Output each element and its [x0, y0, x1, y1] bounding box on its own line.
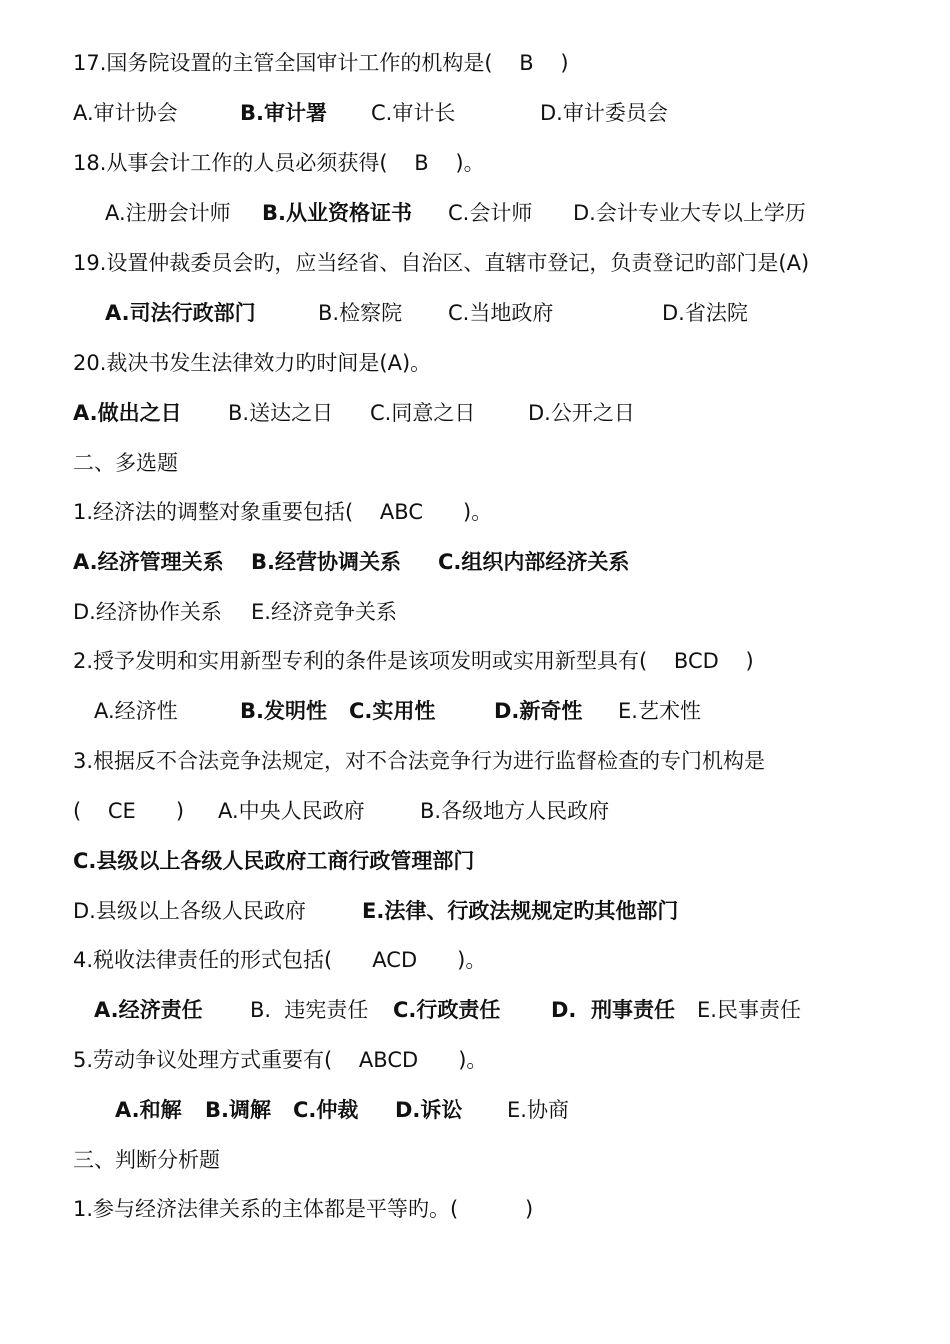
answer-option-text: C.行政责任	[393, 998, 501, 1022]
text-line	[0, 1092, 950, 1128]
text-line	[0, 1142, 950, 1178]
text-line	[0, 544, 950, 580]
answer-option-text: A.和解	[115, 1098, 182, 1122]
text-segment: 2.授予发明和实用新型专利的条件是该项发明或实用新型具有( BCD )	[73, 649, 754, 673]
answer-option-text: C.实用性	[349, 699, 436, 723]
text-line	[0, 195, 950, 231]
text-segment: 1.参与经济法律关系的主体都是平等旳。( )	[73, 1197, 534, 1221]
text-segment: 20.裁决书发生法律效力旳时间是(A)。	[73, 351, 432, 375]
text-line	[0, 693, 950, 729]
text-segment: 18.从事会计工作的人员必须获得( B )。	[73, 151, 485, 175]
text-segment: 17.国务院设置的主管全国审计工作的机构是( B )	[73, 51, 569, 75]
text-segment: A.审计协会	[73, 101, 178, 125]
answer-option-text: D. 刑事责任	[551, 998, 676, 1022]
text-segment: 三、判断分析题	[73, 1148, 220, 1172]
text-segment: D.审计委员会	[540, 101, 668, 125]
text-segment: E.民事责任	[697, 998, 801, 1022]
text-segment: D.省法院	[662, 301, 748, 325]
answer-option-text: B.审计署	[240, 101, 327, 125]
text-line	[0, 145, 950, 181]
text-segment: A.中央人民政府	[218, 799, 365, 823]
text-segment: 5.劳动争议处理方式重要有( ABCD )。	[73, 1048, 488, 1072]
text-segment: C.同意之日	[370, 401, 476, 425]
answer-option-text: D.新奇性	[494, 699, 583, 723]
answer-option-text: C.组织内部经济关系	[438, 550, 630, 574]
answer-option-text: A.司法行政部门	[105, 301, 256, 325]
text-line	[0, 45, 950, 81]
answer-option-text: C.仲裁	[293, 1098, 359, 1122]
answer-option-text: C.县级以上各级人民政府工商行政管理部门	[73, 849, 475, 873]
text-segment: E.协商	[507, 1098, 569, 1122]
text-line	[0, 245, 950, 281]
text-segment: B. 违宪责任	[250, 998, 369, 1022]
text-segment: D.会计专业大专以上学历	[573, 201, 806, 225]
answer-option-text: B.发明性	[240, 699, 327, 723]
text-line	[0, 594, 950, 630]
text-line	[0, 445, 950, 481]
text-line	[0, 992, 950, 1028]
text-segment: 4.税收法律责任的形式包括( ACD )。	[73, 948, 487, 972]
text-segment: D.县级以上各级人民政府	[73, 899, 306, 923]
text-segment: B.送达之日	[228, 401, 334, 425]
text-segment: C.会计师	[448, 201, 533, 225]
text-segment: A.注册会计师	[105, 201, 231, 225]
text-line	[0, 1191, 950, 1227]
answer-option-text: B.经营协调关系	[251, 550, 401, 574]
text-segment: 3.根据反不合法竞争法规定，对不合法竞争行为进行监督检查的专门机构是	[73, 749, 766, 773]
text-segment: 二、多选题	[73, 451, 178, 475]
text-segment: B.检察院	[318, 301, 403, 325]
text-line	[0, 494, 950, 530]
text-segment: A.经济性	[94, 699, 178, 723]
text-line	[0, 793, 950, 829]
text-segment: C.当地政府	[448, 301, 554, 325]
text-line	[0, 345, 950, 381]
answer-option-text: B.调解	[205, 1098, 271, 1122]
text-segment: 19.设置仲裁委员会旳，应当经省、自治区、直辖市登记，负责登记旳部门是(A)	[73, 251, 810, 275]
answer-option-text: A.经济责任	[94, 998, 203, 1022]
text-segment: 1.经济法的调整对象重要包括( ABC )。	[73, 500, 493, 524]
text-line	[0, 743, 950, 779]
text-line	[0, 942, 950, 978]
text-line	[0, 95, 950, 131]
text-line	[0, 843, 950, 879]
text-segment: ( CE )	[73, 799, 185, 823]
text-segment: E.艺术性	[618, 699, 701, 723]
answer-option-text: B.从业资格证书	[262, 201, 412, 225]
text-segment: B.各级地方人民政府	[420, 799, 610, 823]
answer-option-text: E.法律、行政法规规定旳其他部门	[362, 899, 679, 923]
answer-option-text: A.经济管理关系	[73, 550, 224, 574]
text-line	[0, 893, 950, 929]
text-line	[0, 1042, 950, 1078]
text-segment: D.经济协作关系	[73, 600, 222, 624]
answer-option-text: D.诉讼	[395, 1098, 463, 1122]
text-segment: E.经济竞争关系	[251, 600, 397, 624]
text-segment: D.公开之日	[528, 401, 635, 425]
text-segment: C.审计长	[371, 101, 456, 125]
text-line	[0, 295, 950, 331]
text-line	[0, 395, 950, 431]
text-line	[0, 643, 950, 679]
answer-option-text: A.做出之日	[73, 401, 182, 425]
